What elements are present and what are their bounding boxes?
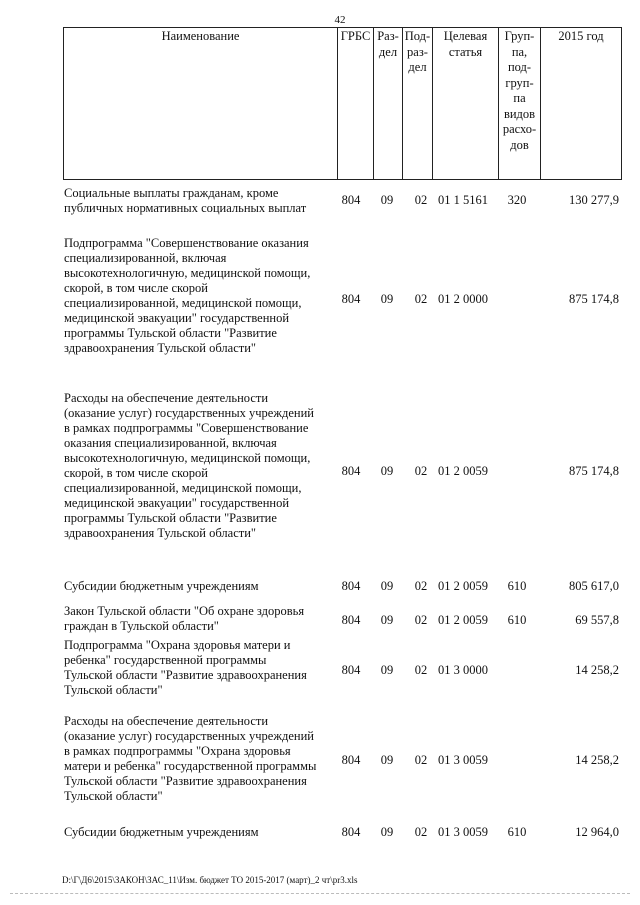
row-name: Субсидии бюджетным учреждениям <box>64 825 259 839</box>
header-year: 2015 год <box>541 28 622 180</box>
row-cst: 01 2 0059 <box>438 464 488 478</box>
row-name: Подпрограмма "Совершенствование оказания специализированной, включая высокотехнологичную, медицинской помощи, скорой, в том числе скорой специализированной, медицинской помощи, медицинской эвакуации" государственной программы Тульской области "Развитие здравоохранения Тульской области" <box>64 236 311 355</box>
row-razdel: 09 <box>380 292 394 306</box>
row-grbs: 804 <box>341 825 361 839</box>
row-name: Закон Тульской области "Об охране здоровья граждан в Тульской области" <box>64 604 305 633</box>
row-podrazdel: 02 <box>414 464 428 478</box>
row-amount: 805 617,0 <box>569 579 619 593</box>
row-razdel: 09 <box>380 753 394 767</box>
row-podrazdel: 02 <box>414 613 428 627</box>
header-grp: Груп- па, под- груп- па видов расхо- дов <box>499 28 541 180</box>
row-amount: 12 964,0 <box>575 825 619 839</box>
row-cst: 01 2 0059 <box>438 613 488 627</box>
row-cst: 01 3 0059 <box>438 825 488 839</box>
row-razdel: 09 <box>380 825 394 839</box>
row-podrazdel: 02 <box>414 193 428 207</box>
row-podrazdel: 02 <box>414 292 428 306</box>
row-cst: 01 3 0059 <box>438 753 488 767</box>
row-name: Расходы на обеспечение деятельности (оказание услуг) государственных учреждений в рамках подпрограммы "Совершенствование оказания специализированной, включая высокотехнологичную, медицинской помощи, скорой, в том числе скорой специализированной, медицинской помощи, медицинской эвакуации" государственной программы Тульской области "Развитие здравоохранения Тульской области" <box>64 391 314 540</box>
row-podrazdel: 02 <box>414 825 428 839</box>
table-header <box>63 27 622 180</box>
row-grbs: 804 <box>341 464 361 478</box>
row-amount: 875 174,8 <box>569 292 619 306</box>
row-razdel: 09 <box>380 464 394 478</box>
row-razdel: 09 <box>380 193 394 207</box>
row-amount: 130 277,9 <box>569 193 619 207</box>
page-number: 42 <box>334 14 346 26</box>
row-name: Социальные выплаты гражданам, кроме публичных нормативных социальных выплат <box>64 186 307 215</box>
row-grbs: 804 <box>341 613 361 627</box>
row-grbs: 804 <box>341 663 361 677</box>
header-razdel: Раз- дел <box>374 28 403 180</box>
scan-edge-line <box>10 893 630 894</box>
row-podrazdel: 02 <box>414 753 428 767</box>
row-name: Расходы на обеспечение деятельности (оказание услуг) государственных учреждений в рамках подпрограммы "Охрана здоровья матери и ребенка" государственной программы Тульской области "Развитие здравоохранения Тульской области" <box>64 714 317 803</box>
file-path-footer: D:\Г\Д6\2015\ЗАКОН\ЗАС_11\Изм. бюджет ТО 2015-2017 (март)_2 чт\pr3.xls <box>62 875 358 885</box>
row-amount: 14 258,2 <box>575 753 619 767</box>
row-cst: 01 2 0059 <box>438 579 488 593</box>
row-grp: 610 <box>507 579 527 593</box>
header-podrazdel: Под- раз- дел <box>403 28 433 180</box>
row-grp: 610 <box>507 825 527 839</box>
row-grbs: 804 <box>341 753 361 767</box>
row-podrazdel: 02 <box>414 663 428 677</box>
row-amount: 14 258,2 <box>575 663 619 677</box>
row-cst: 01 2 0000 <box>438 292 488 306</box>
row-name: Подпрограмма "Охрана здоровья матери и ребенка" государственной программы Тульской области "Развитие здравоохранения Тульской области" <box>64 638 307 697</box>
row-cst: 01 3 0000 <box>438 663 488 677</box>
row-razdel: 09 <box>380 613 394 627</box>
row-amount: 875 174,8 <box>569 464 619 478</box>
row-grbs: 804 <box>341 193 361 207</box>
row-grp: 610 <box>507 613 527 627</box>
header-name: Наименование <box>64 28 338 180</box>
row-name: Субсидии бюджетным учреждениям <box>64 579 259 593</box>
row-cst: 01 1 5161 <box>438 193 488 207</box>
row-razdel: 09 <box>380 663 394 677</box>
row-amount: 69 557,8 <box>575 613 619 627</box>
row-grp: 320 <box>507 193 527 207</box>
header-cst: Целевая статья <box>433 28 499 180</box>
row-razdel: 09 <box>380 579 394 593</box>
row-grbs: 804 <box>341 292 361 306</box>
row-grbs: 804 <box>341 579 361 593</box>
row-podrazdel: 02 <box>414 579 428 593</box>
header-grbs: ГРБС <box>338 28 374 180</box>
